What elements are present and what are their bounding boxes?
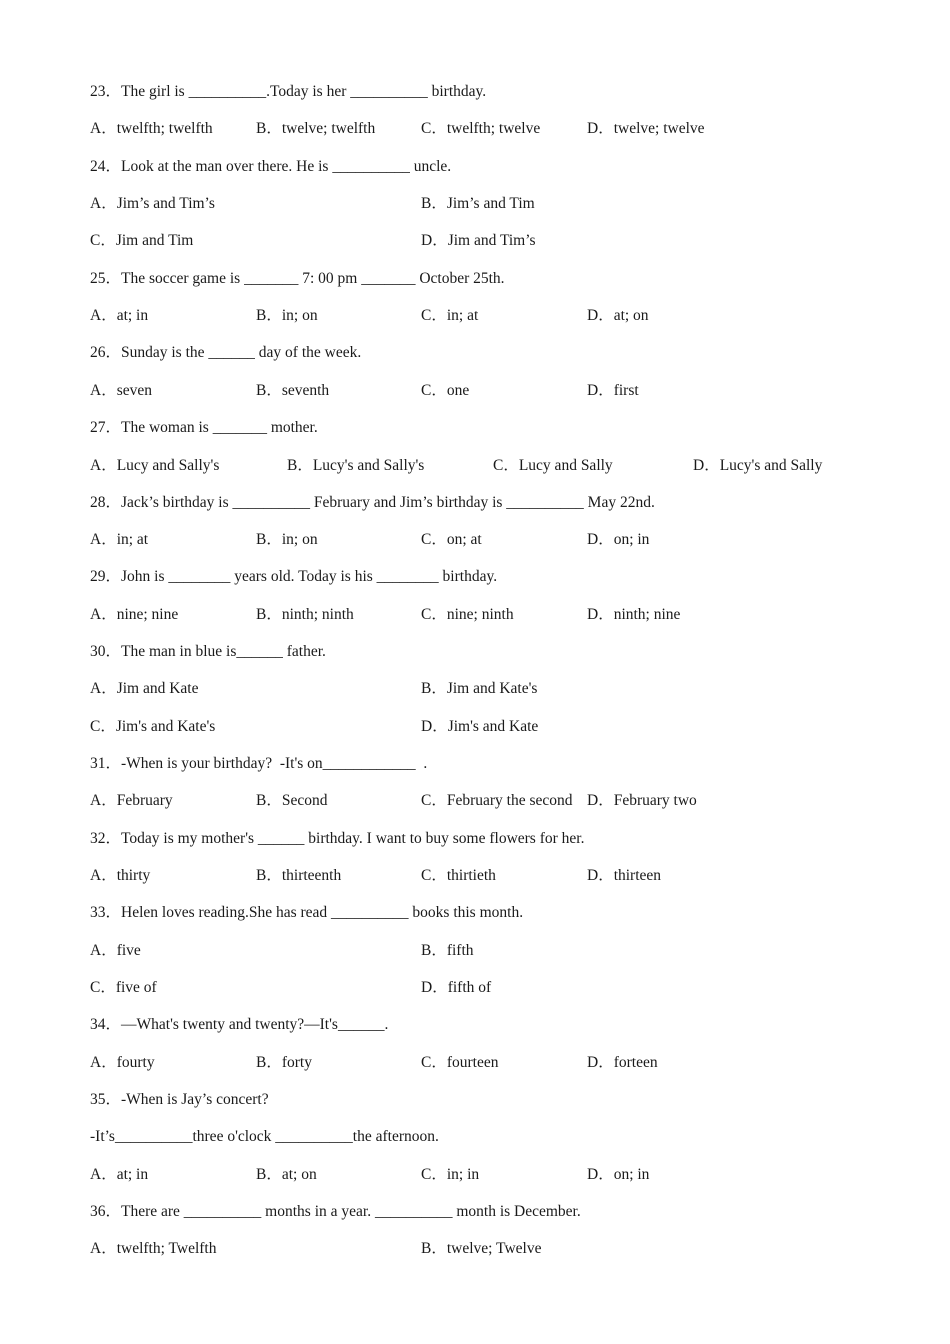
question-25-option-b: B．in; on xyxy=(256,307,318,324)
question-32-option-d: D．thirteen xyxy=(587,867,662,884)
question-32-option-a: A．thirty xyxy=(90,867,151,884)
question-23-option-b: B．twelve; twelfth xyxy=(256,120,376,137)
question-26-option-d: D．first xyxy=(587,382,639,399)
question-34-option-d: D．forteen xyxy=(587,1054,658,1071)
question-28-option-d: D．on; in xyxy=(587,531,650,548)
question-27-option-d: D．Lucy's and Sally xyxy=(693,457,823,474)
question-29-stem: 29．John is ________ years old. Today is his ________ birthday. xyxy=(90,568,498,585)
question-26-option-b: B．seventh xyxy=(256,382,330,399)
question-36-stem: 36．There are __________ months in a year. __________ month is December. xyxy=(90,1203,581,1220)
question-24-option-b: B．Jim’s and Tim xyxy=(421,195,535,212)
question-28-option-b: B．in; on xyxy=(256,531,318,548)
question-33-stem: 33．Helen loves reading.She has read __________ books this month. xyxy=(90,904,524,921)
question-33-option-d: D．fifth of xyxy=(421,979,492,996)
question-23-option-c: C．twelfth; twelve xyxy=(421,120,541,137)
question-26-stem: 26．Sunday is the ______ day of the week. xyxy=(90,344,362,361)
question-30-stem: 30．The man in blue is______ father. xyxy=(90,643,326,660)
question-31-option-d: D．February two xyxy=(587,792,697,809)
question-26-option-a: A．seven xyxy=(90,382,152,399)
question-29-option-d: D．ninth; nine xyxy=(587,606,681,623)
question-24-option-d: D．Jim and Tim’s xyxy=(421,232,536,249)
question-32-option-b: B．thirteenth xyxy=(256,867,342,884)
question-31-stem: 31．-When is your birthday? -It's on____________ . xyxy=(90,755,428,772)
question-27-option-b: B．Lucy's and Sally's xyxy=(287,457,425,474)
question-29-option-c: C．nine; ninth xyxy=(421,606,514,623)
question-26-option-c: C．one xyxy=(421,382,470,399)
question-25-option-a: A．at; in xyxy=(90,307,149,324)
question-36-option-b: B．twelve; Twelve xyxy=(421,1240,542,1257)
question-35-option-a: A．at; in xyxy=(90,1166,149,1183)
question-35-stem-line-2: -It’s__________three o'clock __________the afternoon. xyxy=(90,1128,439,1145)
question-27-option-c: C．Lucy and Sally xyxy=(493,457,613,474)
question-31-option-c: C．February the second xyxy=(421,792,573,809)
question-31-option-b: B．Second xyxy=(256,792,328,809)
question-33-option-a: A．five xyxy=(90,942,141,959)
question-30-option-b: B．Jim and Kate's xyxy=(421,680,538,697)
question-25-option-d: D．at; on xyxy=(587,307,649,324)
question-30-option-c: C．Jim's and Kate's xyxy=(90,718,216,735)
question-29-option-a: A．nine; nine xyxy=(90,606,179,623)
question-35-stem: 35．-When is Jay’s concert? xyxy=(90,1091,269,1108)
question-28-option-c: C．on; at xyxy=(421,531,482,548)
question-24-stem: 24．Look at the man over there. He is __________ uncle. xyxy=(90,158,452,175)
question-27-option-a: A．Lucy and Sally's xyxy=(90,457,220,474)
question-27-stem: 27．The woman is _______ mother. xyxy=(90,419,318,436)
question-33-option-b: B．fifth xyxy=(421,942,474,959)
question-36-option-a: A．twelfth; Twelfth xyxy=(90,1240,217,1257)
question-35-option-c: C．in; in xyxy=(421,1166,480,1183)
question-32-stem: 32．Today is my mother's ______ birthday. I want to buy some flowers for her. xyxy=(90,830,585,847)
question-23-option-d: D．twelve; twelve xyxy=(587,120,705,137)
question-34-option-a: A．fourty xyxy=(90,1054,155,1071)
question-33-option-c: C．five of xyxy=(90,979,157,996)
question-29-option-b: B．ninth; ninth xyxy=(256,606,354,623)
question-24-option-a: A．Jim’s and Tim’s xyxy=(90,195,215,212)
question-35-option-d: D．on; in xyxy=(587,1166,650,1183)
question-34-stem: 34．—What's twenty and twenty?—It's______. xyxy=(90,1016,389,1033)
question-34-option-c: C．fourteen xyxy=(421,1054,499,1071)
question-30-option-d: D．Jim's and Kate xyxy=(421,718,539,735)
question-23-option-a: A．twelfth; twelfth xyxy=(90,120,213,137)
question-32-option-c: C．thirtieth xyxy=(421,867,496,884)
question-28-option-a: A．in; at xyxy=(90,531,149,548)
question-28-stem: 28．Jack’s birthday is __________ February and Jim’s birthday is __________ May 22nd. xyxy=(90,494,655,511)
question-25-stem: 25．The soccer game is _______ 7: 00 pm _______ October 25th. xyxy=(90,270,505,287)
question-24-option-c: C．Jim and Tim xyxy=(90,232,194,249)
question-23-stem: 23．The girl is __________.Today is her __________ birthday. xyxy=(90,83,487,100)
question-25-option-c: C．in; at xyxy=(421,307,479,324)
question-35-option-b: B．at; on xyxy=(256,1166,317,1183)
question-30-option-a: A．Jim and Kate xyxy=(90,680,199,697)
question-34-option-b: B．forty xyxy=(256,1054,312,1071)
question-31-option-a: A．February xyxy=(90,792,173,809)
